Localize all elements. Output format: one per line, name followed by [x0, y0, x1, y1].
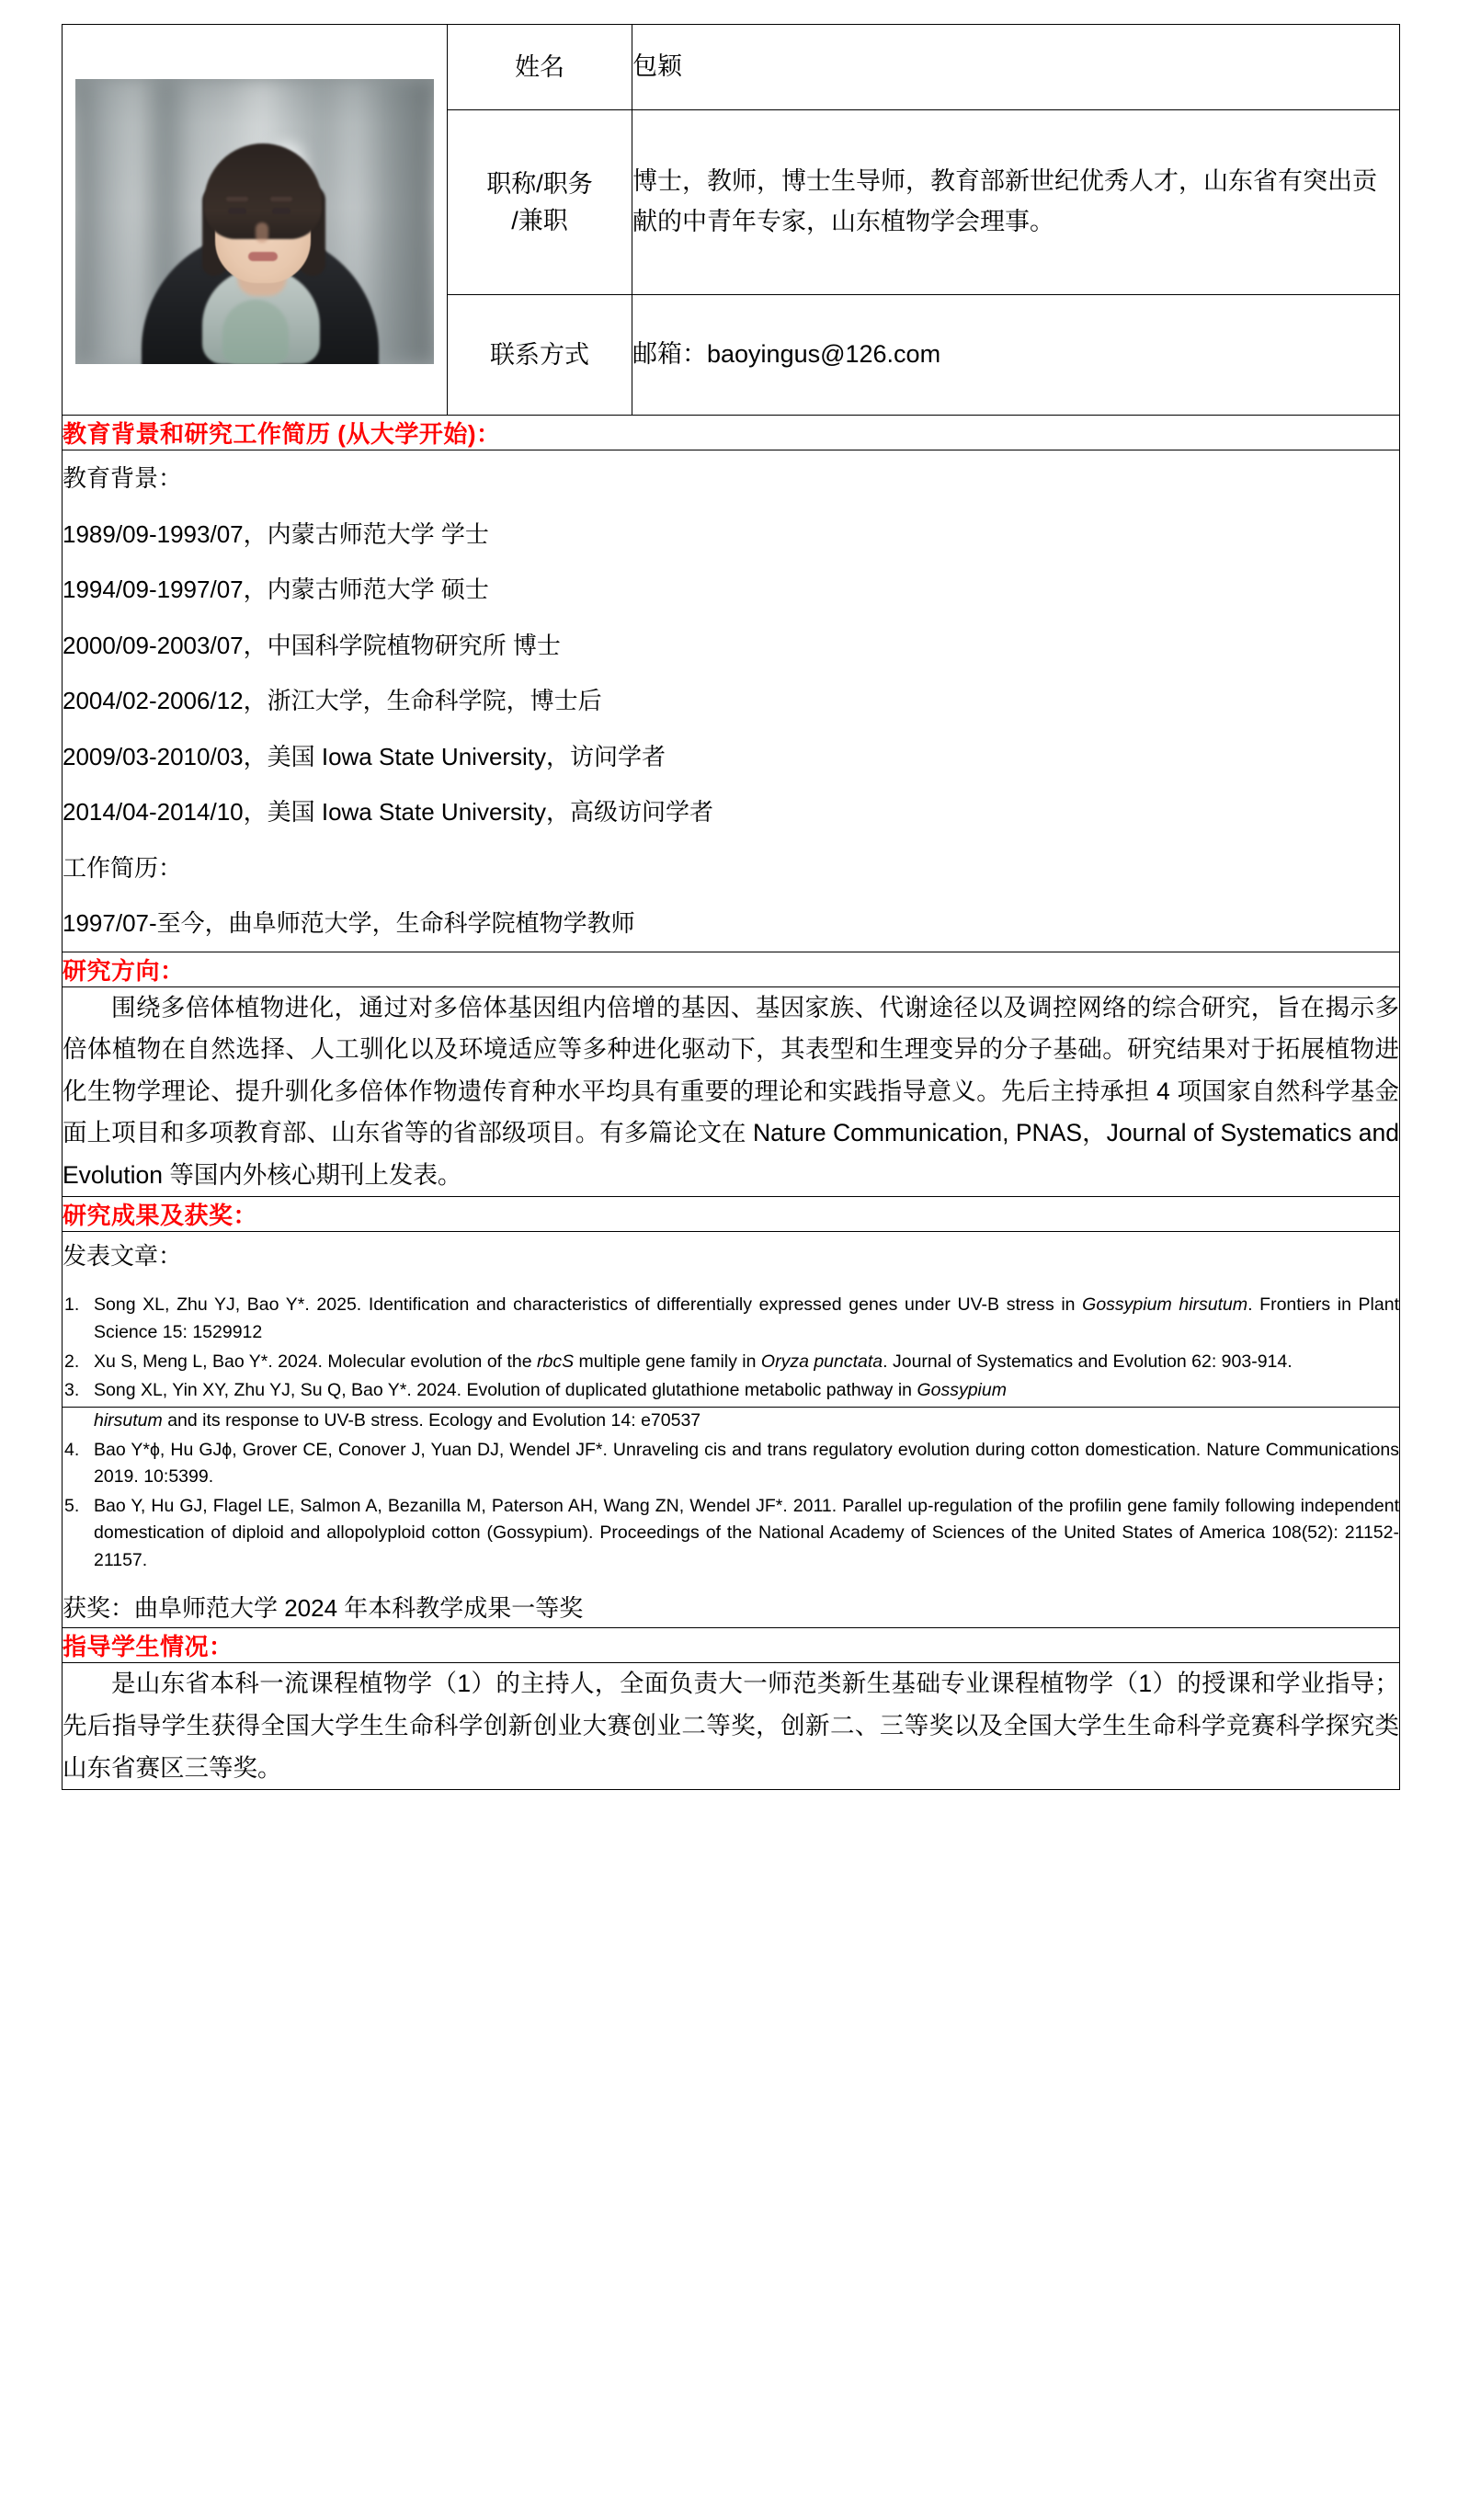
- research-body: [63, 986, 1400, 1197]
- education-entry: 2004/02-2006/12，浙江大学，生命科学院，博士后: [63, 687, 602, 714]
- photo-eye-right: [272, 208, 290, 214]
- pub-text: and its response to UV-B stress. Ecology and Evolution 14: e70537: [162, 1409, 701, 1431]
- table-row-education-body: [63, 450, 1400, 952]
- research-paragraph: 围绕多倍体植物进化，通过对多倍体基因组内倍增的基因、基因家族、代谢途径以及调控网络的综合研究，旨在揭示多倍体植物在自然选择、人工驯化以及环境适应等多种进化驱动下，其表型和生理变异的分子基础。研究结果对于拓展植物进化生物学理论、提升驯化多倍体作物遗传育种水平均具有重要的理论和实践指导意义。先后主持承担 4 项国家自然科学基金面上项目和多项教育部、山东省等的省部级项目。有多篇论文在 Nature Communication, PNAS，Journal of Systematics and Evolution 等国内外核心期刊上发表。: [63, 993, 1399, 1189]
- photo-eyebrow-left: [226, 197, 248, 201]
- photo-eye-left: [228, 208, 246, 214]
- section-header-students: 指导学生情况：: [63, 1628, 1400, 1663]
- pub-italic: Gossypium: [917, 1380, 1007, 1401]
- photo-nose: [256, 222, 268, 243]
- table-row-publications-continued: [63, 1407, 1400, 1628]
- publications-list-continued: [63, 1437, 1399, 1575]
- label-title-line2: /兼职: [511, 207, 568, 234]
- publications-label: 发表文章：: [63, 1242, 183, 1271]
- table-row-publications: [63, 1232, 1400, 1408]
- education-entry: 1994/09-1997/07，内蒙古师范大学 硕士: [63, 576, 489, 603]
- education-body: [63, 450, 1400, 952]
- award-line: 获奖：曲阜师范大学 2024 年本科教学成果一等奖: [63, 1593, 584, 1622]
- section-header-achievements: 研究成果及获奖：: [63, 1197, 1400, 1232]
- photo-eyebrow-right: [270, 197, 292, 201]
- label-name: 姓名: [448, 25, 632, 110]
- list-item: Bao Y*ϕ, Hu GJϕ, Grover CE, Conover J, Yuan DJ, Wendel JF*. Unraveling cis and trans regulatory evolution during cotton domestication. Nature Communications 2019. 10:5399.: [94, 1439, 1399, 1488]
- students-body: [63, 1663, 1400, 1790]
- pub-italic: rbcS: [537, 1351, 575, 1372]
- value-title: 博士，教师，博士生导师，教育部新世纪优秀人才，山东省有突出贡献的中青年专家，山东植物学会理事。: [632, 110, 1400, 295]
- portrait-photo-wrap: [63, 35, 447, 405]
- table-row-research-header: [63, 952, 1400, 986]
- list-item: [63, 1377, 1399, 1405]
- pub-continuation: [63, 1408, 1399, 1435]
- portrait-photo: [75, 79, 434, 364]
- table-row-students-body: [63, 1663, 1400, 1790]
- table-row-research-body: [63, 986, 1400, 1197]
- table-row-achievements-header: [63, 1197, 1400, 1232]
- publications-body: [63, 1232, 1400, 1408]
- list-item: [63, 1292, 1399, 1346]
- list-item: Bao Y, Hu GJ, Flagel LE, Salmon A, Bezanilla M, Paterson AH, Wang ZN, Wendel JF*. 2011. Parallel up-regulation of the profilin gene family following independent domestication of diploid and allopolyploid cotton (Gossypium). Proceedings of the National Academy of Sciences of the United States of America 108(52): 21152-21157.: [94, 1495, 1399, 1571]
- publications-list: [63, 1292, 1399, 1405]
- education-entry: 2014/04-2014/10，美国 Iowa State University，高级访问学者: [63, 798, 714, 826]
- education-entry: 1989/09-1993/07，内蒙古师范大学 学士: [63, 519, 489, 548]
- value-name: 包颖: [632, 25, 1400, 110]
- pub-text: . Frontiers in Plant Science 15: 1529912: [94, 1294, 1400, 1343]
- pub-text: . Journal of Systematics and Evolution 62: 903-914.: [883, 1351, 1293, 1372]
- pub-text: Song XL, Zhu YJ, Bao Y*. 2025. Identification and characteristics of differentially expressed genes under UV-B stress in: [94, 1294, 1083, 1316]
- table-row-education-header: [63, 416, 1400, 450]
- work-entry: 1997/07-至今，曲阜师范大学，生命科学院植物学教师: [63, 909, 635, 937]
- pub-italic: hirsutum: [94, 1409, 163, 1431]
- label-contact: 联系方式: [448, 295, 632, 416]
- students-paragraph: 是山东省本科一流课程植物学（1）的主持人，全面负责大一师范类新生基础专业课程植物学（1）的授课和学业指导；先后指导学生获得全国大学生生命科学创新创业大赛创业二等奖，创新二、三等奖以及全国大学生生命科学竞赛科学探究类山东省赛区三等奖。: [63, 1670, 1399, 1782]
- publications-continued-body: [63, 1407, 1400, 1628]
- table-row-students-header: [63, 1628, 1400, 1663]
- pub-text: Xu S, Meng L, Bao Y*. 2024. Molecular evolution of the: [94, 1351, 538, 1372]
- cv-table: [62, 24, 1400, 1790]
- work-subtitle: 工作简历：: [63, 853, 183, 882]
- table-row-name: [63, 25, 1400, 110]
- photo-mouth: [248, 252, 278, 261]
- label-title: [448, 110, 632, 295]
- label-title-line1: 职称/职务: [486, 169, 593, 198]
- value-contact: 邮箱：baoyingus@126.com: [632, 295, 1400, 416]
- pub-text: Song XL, Yin XY, Zhu YJ, Su Q, Bao Y*. 2024. Evolution of duplicated glutathione metabolic pathway in: [94, 1380, 917, 1401]
- section-header-education: 教育背景和研究工作简历 (从大学开始)：: [63, 416, 1400, 450]
- portrait-photo-cell: [63, 25, 448, 416]
- pub-text: multiple gene family in: [574, 1351, 761, 1372]
- pub-italic: Oryza punctata: [760, 1351, 883, 1372]
- education-entry: 2009/03-2010/03，美国 Iowa State University，访问学者: [63, 742, 666, 770]
- section-header-research: 研究方向：: [63, 952, 1400, 986]
- list-item: [63, 1349, 1399, 1376]
- photo-scarf-inner: [222, 300, 289, 364]
- education-subtitle: 教育背景：: [63, 464, 183, 492]
- pub-italic: Gossypium hirsutum: [1082, 1294, 1248, 1316]
- education-entry: 2000/09-2003/07，中国科学院植物研究所 博士: [63, 631, 561, 659]
